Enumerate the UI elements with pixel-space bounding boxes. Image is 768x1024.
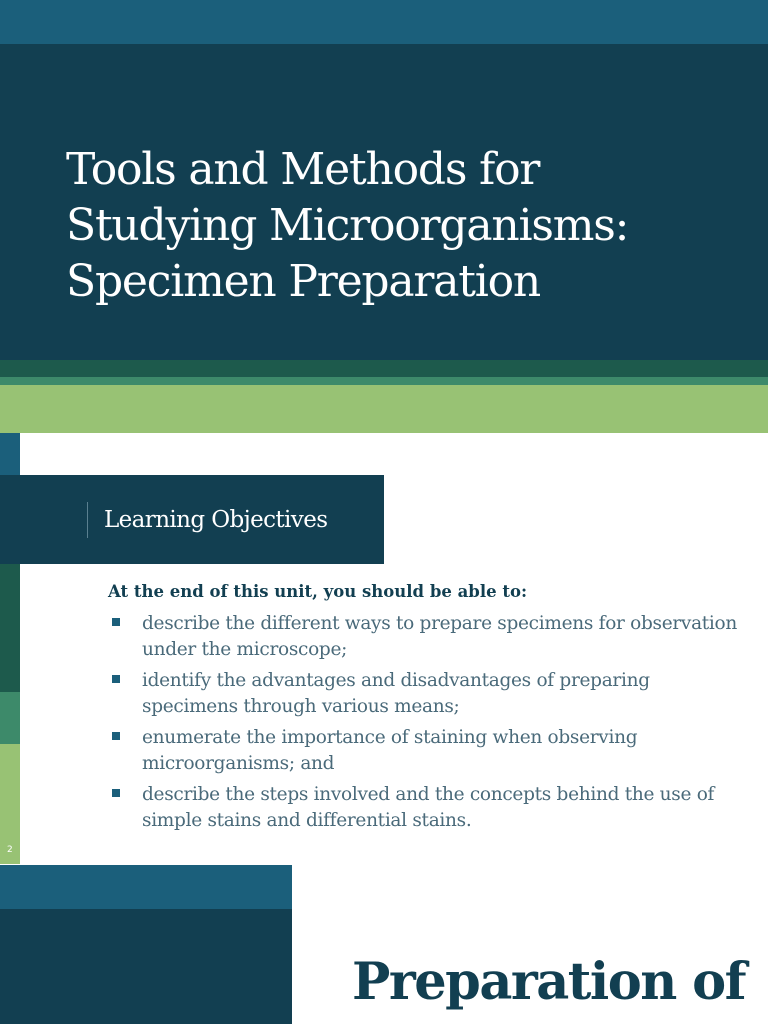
section-slide-title: Preparation of	[352, 952, 746, 1012]
objectives-list	[108, 611, 748, 839]
mid-green-stripe	[0, 377, 768, 385]
side-accent-bar	[0, 564, 20, 692]
list-item	[108, 668, 748, 720]
side-accent-bar	[0, 692, 20, 744]
square-bullet-icon	[112, 618, 120, 626]
section-header	[0, 475, 384, 564]
page-number: 2	[7, 845, 13, 855]
objective-text: describe the steps involved and the concepts behind the use of simple stains and differential stains.	[142, 784, 715, 831]
list-item	[108, 782, 748, 834]
learning-objectives-slide	[0, 433, 768, 865]
section-slide	[0, 865, 768, 1024]
objective-text: enumerate the importance of staining when observing microorganisms; and	[142, 727, 638, 774]
dark-green-stripe	[0, 360, 768, 377]
section-title: Learning Objectives	[104, 507, 328, 533]
header-divider	[87, 502, 88, 538]
slide-title-line: Tools and Methods for	[66, 144, 540, 195]
slide-title-line: Specimen Preparation	[66, 256, 541, 307]
side-accent-bar	[0, 433, 20, 475]
square-bullet-icon	[112, 732, 120, 740]
list-item	[108, 725, 748, 777]
slide-title-line: Studying Microorganisms:	[66, 200, 629, 251]
square-bullet-icon	[112, 675, 120, 683]
section-side-panel	[0, 909, 292, 1024]
objective-text: describe the different ways to prepare specimens for observation under the microscope;	[142, 613, 738, 660]
list-item	[108, 611, 748, 663]
slide-title	[66, 142, 746, 310]
section-accent-band	[0, 865, 292, 909]
square-bullet-icon	[112, 789, 120, 797]
objective-text: identify the advantages and disadvantages of preparing specimens through various means;	[142, 670, 650, 717]
objectives-intro: At the end of this unit, you should be able to:	[108, 582, 528, 601]
top-accent-band	[0, 0, 768, 44]
light-green-stripe	[0, 385, 768, 433]
